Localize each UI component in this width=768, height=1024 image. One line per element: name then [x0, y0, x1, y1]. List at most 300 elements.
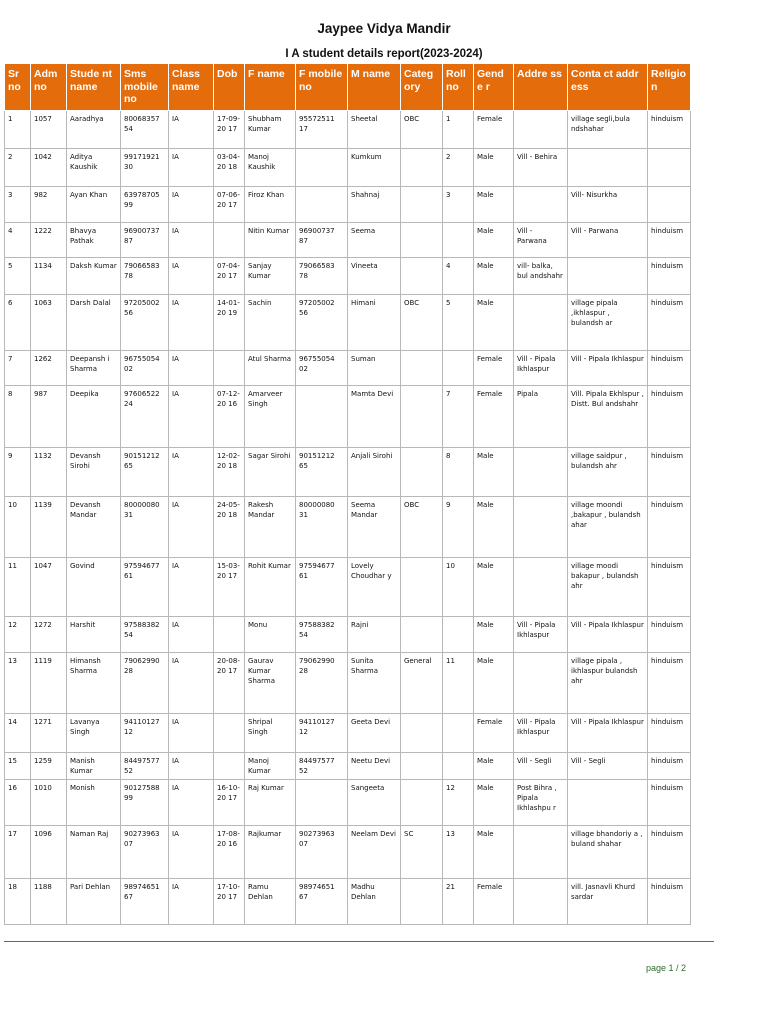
table-cell: 1010 — [31, 779, 67, 825]
table-cell: 84497577 52 — [121, 752, 169, 779]
table-cell: Geeta Devi — [348, 713, 401, 752]
table-cell: hinduism — [648, 257, 691, 294]
table-cell: 79066583 78 — [296, 257, 348, 294]
table-cell: IA — [169, 148, 214, 186]
table-row — [5, 652, 691, 713]
table-cell: Seema — [348, 222, 401, 257]
table-cell: IA — [169, 652, 214, 713]
table-cell: 97588382 54 — [121, 616, 169, 652]
table-cell — [214, 222, 245, 257]
table-cell: 1063 — [31, 294, 67, 350]
table-cell: Pipala — [514, 385, 568, 447]
table-cell: Deepika — [67, 385, 121, 447]
page-number: page 1 / 2 — [646, 963, 687, 973]
table-cell: 98974651 67 — [121, 878, 169, 924]
table-cell: village moondi ,bakapur , bulandsh ahar — [568, 496, 648, 557]
table-cell: 8 — [5, 385, 31, 447]
table-cell: Male — [474, 148, 514, 186]
table-cell: 1132 — [31, 447, 67, 496]
table-cell — [401, 257, 443, 294]
table-cell: Vineeta — [348, 257, 401, 294]
table-cell: 21 — [443, 878, 474, 924]
table-cell: Neelam Devi — [348, 825, 401, 878]
table-cell: 07-06- 20 17 — [214, 186, 245, 222]
table-row — [5, 557, 691, 616]
table-cell — [514, 186, 568, 222]
table-cell: Shubham Kumar — [245, 110, 296, 148]
table-cell: Amarveer Singh — [245, 385, 296, 447]
table-cell: Male — [474, 752, 514, 779]
column-header: Dob — [214, 64, 245, 111]
table-cell: 1 — [443, 110, 474, 148]
table-cell: 9 — [443, 496, 474, 557]
table-cell — [514, 110, 568, 148]
table-cell — [401, 713, 443, 752]
table-cell: Vill - Pipala Ikhlaspur — [514, 713, 568, 752]
table-cell: Lavanya Singh — [67, 713, 121, 752]
table-cell — [296, 148, 348, 186]
table-cell: Vill - Pipala Ikhlaspur — [568, 350, 648, 385]
table-cell: 8 — [443, 447, 474, 496]
table-cell: 18 — [5, 878, 31, 924]
table-cell: 94110127 12 — [296, 713, 348, 752]
table-cell — [514, 878, 568, 924]
table-cell: Ramu Dehlan — [245, 878, 296, 924]
table-cell: 1259 — [31, 752, 67, 779]
table-cell: hinduism — [648, 222, 691, 257]
table-cell: village pipala , ikhlaspur bulandsh ahr — [568, 652, 648, 713]
table-row — [5, 148, 691, 186]
table-cell: Atul Sharma — [245, 350, 296, 385]
table-cell: Rajkumar — [245, 825, 296, 878]
table-cell — [568, 148, 648, 186]
table-cell: 10 — [443, 557, 474, 616]
table-cell: 96755054 02 — [296, 350, 348, 385]
table-cell: 1042 — [31, 148, 67, 186]
table-cell: Lovely Choudhar y — [348, 557, 401, 616]
table-cell — [401, 752, 443, 779]
table-cell: village saidpur , bulandsh ahr — [568, 447, 648, 496]
table-cell — [443, 350, 474, 385]
table-cell: Kumkum — [348, 148, 401, 186]
table-cell: 15-03- 20 17 — [214, 557, 245, 616]
table-cell: 14-01- 20 19 — [214, 294, 245, 350]
table-cell: Rakesh Mandar — [245, 496, 296, 557]
table-cell: hinduism — [648, 752, 691, 779]
table-cell: 1 — [5, 110, 31, 148]
table-cell: Male — [474, 186, 514, 222]
table-cell: 987 — [31, 385, 67, 447]
table-cell: 15 — [5, 752, 31, 779]
table-cell: 17 — [5, 825, 31, 878]
table-cell: 97588382 54 — [296, 616, 348, 652]
table-row — [5, 350, 691, 385]
table-cell: 24-05- 20 18 — [214, 496, 245, 557]
table-row — [5, 713, 691, 752]
table-cell — [568, 257, 648, 294]
table-cell — [214, 616, 245, 652]
table-row — [5, 447, 691, 496]
table-cell: Sachin — [245, 294, 296, 350]
table-cell: Aditya Kaushik — [67, 148, 121, 186]
table-cell: vill. Jasnavli Khurd sardar — [568, 878, 648, 924]
table-cell: 982 — [31, 186, 67, 222]
table-cell: hinduism — [648, 779, 691, 825]
table-cell: Vill - Pipala Ikhlaspur — [568, 713, 648, 752]
table-cell — [401, 222, 443, 257]
table-cell: Devansh Mandar — [67, 496, 121, 557]
table-cell: 96900737 87 — [121, 222, 169, 257]
table-cell: 16 — [5, 779, 31, 825]
table-cell: Manish Kumar — [67, 752, 121, 779]
table-cell: 12-02- 20 18 — [214, 447, 245, 496]
table-cell — [401, 148, 443, 186]
table-row — [5, 825, 691, 878]
table-cell: Madhu Dehlan — [348, 878, 401, 924]
table-cell: IA — [169, 257, 214, 294]
table-cell: 17-09- 20 17 — [214, 110, 245, 148]
table-cell: Monish — [67, 779, 121, 825]
table-cell: Male — [474, 496, 514, 557]
table-cell: Vill - Pipala Ikhlaspur — [514, 616, 568, 652]
table-cell: General — [401, 652, 443, 713]
table-row — [5, 496, 691, 557]
table-cell: village bhandoriy a , buland shahar — [568, 825, 648, 878]
table-cell: Gaurav Kumar Sharma — [245, 652, 296, 713]
table-cell: 94110127 12 — [121, 713, 169, 752]
table-cell: 80000080 31 — [121, 496, 169, 557]
table-cell: 13 — [5, 652, 31, 713]
table-cell: Male — [474, 222, 514, 257]
table-cell: Male — [474, 652, 514, 713]
table-cell: 14 — [5, 713, 31, 752]
bottom-rule — [4, 941, 714, 942]
table-cell — [443, 616, 474, 652]
table-cell: Female — [474, 878, 514, 924]
column-header: Gend e r — [474, 64, 514, 111]
table-cell: IA — [169, 825, 214, 878]
table-cell: Harshit — [67, 616, 121, 652]
table-cell: 97205002 56 — [296, 294, 348, 350]
table-cell: Himani — [348, 294, 401, 350]
column-header: F name — [245, 64, 296, 111]
column-header: Class name — [169, 64, 214, 111]
table-cell: village pipala ,ikhlaspur , bulandsh ar — [568, 294, 648, 350]
table-cell: 3 — [5, 186, 31, 222]
table-cell — [214, 350, 245, 385]
table-cell: 2 — [5, 148, 31, 186]
table-cell: hinduism — [648, 350, 691, 385]
table-cell: 99171921 30 — [121, 148, 169, 186]
table-cell: Nitin Kumar — [245, 222, 296, 257]
table-cell — [514, 447, 568, 496]
table-row — [5, 186, 691, 222]
table-cell: Vill - Pipala Ikhlaspur — [514, 350, 568, 385]
table-cell: IA — [169, 350, 214, 385]
table-cell: hinduism — [648, 557, 691, 616]
table-cell: Naman Raj — [67, 825, 121, 878]
table-cell — [443, 222, 474, 257]
table-cell: 17-10- 20 17 — [214, 878, 245, 924]
table-cell: 12 — [5, 616, 31, 652]
table-cell — [514, 294, 568, 350]
table-cell: Male — [474, 825, 514, 878]
table-cell: Vill. Pipala Ekhlspur , Distt. Bul andshahr — [568, 385, 648, 447]
table-cell: Aaradhya — [67, 110, 121, 148]
table-cell: Male — [474, 779, 514, 825]
table-cell: IA — [169, 186, 214, 222]
table-cell: hinduism — [648, 110, 691, 148]
table-cell — [514, 652, 568, 713]
table-row — [5, 110, 691, 148]
table-cell: 79062990 28 — [296, 652, 348, 713]
table-cell: hinduism — [648, 652, 691, 713]
table-cell: 11 — [443, 652, 474, 713]
table-cell: hinduism — [648, 294, 691, 350]
table-cell: hinduism — [648, 713, 691, 752]
table-cell: Female — [474, 110, 514, 148]
table-cell: 03-04- 20 18 — [214, 148, 245, 186]
table-cell: Vill - Parwana — [568, 222, 648, 257]
column-header: Roll no — [443, 64, 474, 111]
table-cell: Monu — [245, 616, 296, 652]
table-cell: Vill - Segli — [568, 752, 648, 779]
table-cell: hinduism — [648, 496, 691, 557]
table-cell: Male — [474, 616, 514, 652]
table-cell: IA — [169, 752, 214, 779]
table-cell: 20-08- 20 17 — [214, 652, 245, 713]
table-cell: Mamta Devi — [348, 385, 401, 447]
table-cell: Post Bihra , Pipala Ikhlashpu r — [514, 779, 568, 825]
table-row — [5, 294, 691, 350]
table-cell — [648, 186, 691, 222]
table-cell: OBC — [401, 496, 443, 557]
table-row — [5, 779, 691, 825]
column-header: M name — [348, 64, 401, 111]
table-cell: hinduism — [648, 447, 691, 496]
table-cell: SC — [401, 825, 443, 878]
table-cell: Male — [474, 294, 514, 350]
table-cell: hinduism — [648, 385, 691, 447]
table-cell: 1271 — [31, 713, 67, 752]
table-cell: Vill- Nisurkha — [568, 186, 648, 222]
table-cell: 3 — [443, 186, 474, 222]
table-row — [5, 385, 691, 447]
table-cell: 84497577 52 — [296, 752, 348, 779]
table-cell: Pari Dehlan — [67, 878, 121, 924]
table-cell: 6 — [5, 294, 31, 350]
table-cell: 4 — [443, 257, 474, 294]
table-cell: 17-08- 20 16 — [214, 825, 245, 878]
table-cell: hinduism — [648, 878, 691, 924]
table-cell: Daksh Kumar — [67, 257, 121, 294]
table-row — [5, 878, 691, 924]
table-cell: vill- balka, bul andshahr — [514, 257, 568, 294]
table-cell: Neetu Devi — [348, 752, 401, 779]
table-cell: 90151212 65 — [296, 447, 348, 496]
table-cell: village segli,bula ndshahar — [568, 110, 648, 148]
table-cell: Female — [474, 385, 514, 447]
column-header: Sms mobile no — [121, 64, 169, 111]
table-cell: 97594677 61 — [296, 557, 348, 616]
table-cell: 1047 — [31, 557, 67, 616]
table-cell — [401, 557, 443, 616]
school-name: Jaypee Vidya Mandir — [317, 21, 451, 36]
table-cell: 97606522 24 — [121, 385, 169, 447]
table-cell: 13 — [443, 825, 474, 878]
table-row — [5, 257, 691, 294]
table-cell — [443, 752, 474, 779]
table-cell: 2 — [443, 148, 474, 186]
table-cell: 1262 — [31, 350, 67, 385]
table-cell: IA — [169, 616, 214, 652]
table-cell: 80000080 31 — [296, 496, 348, 557]
table-cell: IA — [169, 447, 214, 496]
table-cell: 1188 — [31, 878, 67, 924]
table-cell: 16-10- 20 17 — [214, 779, 245, 825]
table-cell — [648, 148, 691, 186]
table-cell: IA — [169, 385, 214, 447]
table-cell: Shahnaj — [348, 186, 401, 222]
table-cell: Female — [474, 713, 514, 752]
table-cell: 1096 — [31, 825, 67, 878]
table-cell: Sanjay Kumar — [245, 257, 296, 294]
table-cell: Raj Kumar — [245, 779, 296, 825]
table-cell: Vill - Pipala Ikhlaspur — [568, 616, 648, 652]
table-cell — [514, 825, 568, 878]
table-cell: Ayan Khan — [67, 186, 121, 222]
table-cell: 1222 — [31, 222, 67, 257]
table-cell: IA — [169, 713, 214, 752]
table-cell: hinduism — [648, 616, 691, 652]
table-cell: IA — [169, 878, 214, 924]
table-cell: Sunita Sharma — [348, 652, 401, 713]
table-cell — [296, 385, 348, 447]
column-header: Sr no — [5, 64, 31, 111]
table-cell — [514, 557, 568, 616]
table-cell: Sangeeta — [348, 779, 401, 825]
table-cell: 07-04- 20 17 — [214, 257, 245, 294]
table-cell: Male — [474, 557, 514, 616]
table-cell: 80068357 54 — [121, 110, 169, 148]
table-cell — [296, 779, 348, 825]
table-cell: 1134 — [31, 257, 67, 294]
table-cell — [514, 496, 568, 557]
column-header: Categ ory — [401, 64, 443, 111]
table-cell — [401, 616, 443, 652]
table-row — [5, 222, 691, 257]
table-cell: 63978705 99 — [121, 186, 169, 222]
table-cell: 97205002 56 — [121, 294, 169, 350]
table-cell: 96755054 02 — [121, 350, 169, 385]
table-cell: Seema Mandar — [348, 496, 401, 557]
table-cell: Darsh Dalal — [67, 294, 121, 350]
table-cell: 98974651 67 — [296, 878, 348, 924]
table-cell: Female — [474, 350, 514, 385]
table-cell: 1057 — [31, 110, 67, 148]
table-cell: OBC — [401, 294, 443, 350]
table-cell — [443, 713, 474, 752]
table-cell: 7 — [5, 350, 31, 385]
header-row — [5, 64, 691, 111]
table-cell: 90273963 07 — [121, 825, 169, 878]
column-header: F mobile no — [296, 64, 348, 111]
table-cell: Vill - Segli — [514, 752, 568, 779]
table-cell: 10 — [5, 496, 31, 557]
table-cell: OBC — [401, 110, 443, 148]
table-cell: IA — [169, 496, 214, 557]
table-cell: Devansh Sirohi — [67, 447, 121, 496]
table-cell: Deepansh i Sharma — [67, 350, 121, 385]
table-cell: 90151212 65 — [121, 447, 169, 496]
table-cell — [214, 752, 245, 779]
table-cell: Govind — [67, 557, 121, 616]
table-cell — [401, 186, 443, 222]
table-cell: 11 — [5, 557, 31, 616]
table-cell — [214, 713, 245, 752]
table-cell: Manoj Kumar — [245, 752, 296, 779]
table-cell: Himansh Sharma — [67, 652, 121, 713]
table-cell: 1272 — [31, 616, 67, 652]
table-cell: Vill - Behira — [514, 148, 568, 186]
column-header: Conta ct addr ess — [568, 64, 648, 111]
table-cell — [401, 779, 443, 825]
table-cell: 95572511 17 — [296, 110, 348, 148]
table-cell: 9 — [5, 447, 31, 496]
table-cell: 5 — [5, 257, 31, 294]
table-cell: 90127588 99 — [121, 779, 169, 825]
table-cell: Manoj Kaushik — [245, 148, 296, 186]
table-cell — [401, 350, 443, 385]
column-header: Adm no — [31, 64, 67, 111]
student-details-table — [4, 63, 691, 925]
table-cell: Male — [474, 257, 514, 294]
table-cell: 97594677 61 — [121, 557, 169, 616]
table-cell: IA — [169, 294, 214, 350]
table-cell: 1119 — [31, 652, 67, 713]
column-header: Religio n — [648, 64, 691, 111]
table-cell: Sheetal — [348, 110, 401, 148]
table-cell — [568, 779, 648, 825]
table-cell: 7 — [443, 385, 474, 447]
table-cell: Male — [474, 447, 514, 496]
column-header: Addre ss — [514, 64, 568, 111]
table-cell: Sagar Sirohi — [245, 447, 296, 496]
table-cell: 12 — [443, 779, 474, 825]
table-cell: village moodi bakapur , bulandsh ahr — [568, 557, 648, 616]
table-cell: Shripal Singh — [245, 713, 296, 752]
table-cell: Anjali Sirohi — [348, 447, 401, 496]
table-cell: IA — [169, 779, 214, 825]
table-cell: Suman — [348, 350, 401, 385]
table-cell: 5 — [443, 294, 474, 350]
table-cell: 79066583 78 — [121, 257, 169, 294]
table-cell: IA — [169, 222, 214, 257]
table-cell — [401, 878, 443, 924]
table-cell: 4 — [5, 222, 31, 257]
table-cell — [296, 186, 348, 222]
table-cell: 90273963 07 — [296, 825, 348, 878]
table-row — [5, 616, 691, 652]
table-cell — [401, 385, 443, 447]
table-cell: 79062990 28 — [121, 652, 169, 713]
table-cell: hinduism — [648, 825, 691, 878]
table-cell: 07-12- 20 16 — [214, 385, 245, 447]
table-cell: IA — [169, 110, 214, 148]
table-cell: Rohit Kumar — [245, 557, 296, 616]
table-cell — [401, 447, 443, 496]
table-cell: Firoz Khan — [245, 186, 296, 222]
